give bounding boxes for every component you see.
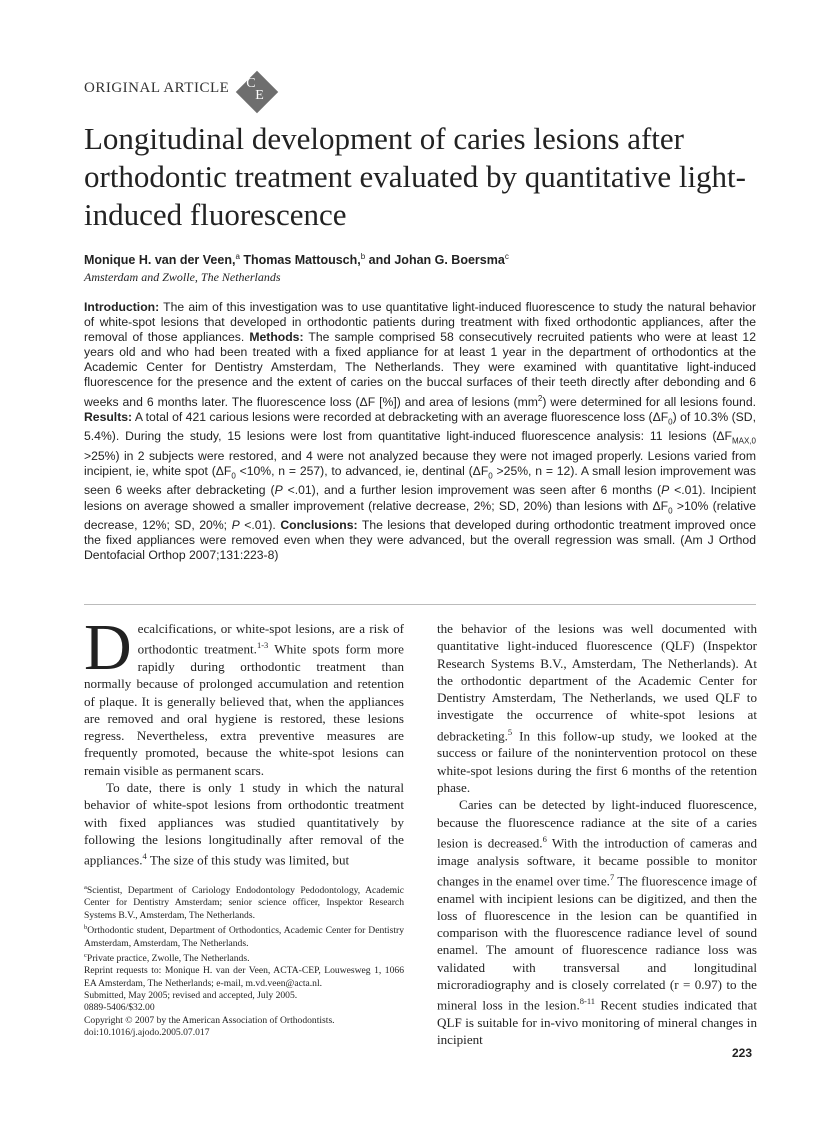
abstract-results-9: <.01). [239, 518, 281, 533]
abstract-results-7: <.01). Incipient lesions on average showed a smaller improvement (relative decrease, 2%; SD, 20%) than lesions with ΔF [84, 483, 756, 513]
ref-6: 6 [542, 833, 547, 844]
body-column-right [437, 620, 757, 1049]
ref-7: 7 [609, 871, 615, 882]
body-right-p1-a: the behavior of the lesions was well documented with quantitative light-induced fluorescence (QLF) (Inspektor Research Systems B.V., Amsterdam, The Netherlands). At the orthodontic department of the Academic Center for Dentistry Amsterdam, The Netherlands, we used QLF to investigate the occurrence of white-spot lesions at debracketing. [437, 621, 757, 744]
footnote-c-mark: c [84, 951, 87, 959]
abstract-conclusions-label: Conclusions: [280, 518, 358, 533]
abstract-results-1: A total of 421 carious lesions were recorded at debracketing with an average fluorescence loss (ΔF [132, 409, 669, 424]
footnote-b [84, 922, 404, 950]
abstract-conclusions: The lesions that developed during orthodontic treatment improved once the fixed appliances were removed even when they were advanced, but the overall regression was small. (Am J Orthod Dentofacial Orthop 2007;131:223-8) [84, 518, 756, 563]
abstract-results-2: ) of 10.3% (SD, 5.4%). During the study, 15 lesions were lost from quantitative light-induced fluorescence analysis: 11 lesions (ΔF [84, 409, 756, 444]
abstract-sub-0b: 0 [231, 471, 236, 481]
body-right-p1-b: In this follow-up study, we looked at the success or failure of the nonintervention protocol on these white-spot lesions during the first 6 months of the retention phase. [437, 728, 757, 796]
body-left-paragraph-1 [84, 611, 404, 779]
body-right-p2-d: Recent studies indicated that QLF is suitable for in-vivo monitoring of mineral changes in incipient [437, 997, 757, 1048]
abstract-results-5: >25%, n = 12). A small lesion improvement was seen 6 weeks after debracketing ( [84, 463, 756, 498]
body-left-p2-b: The size of this study was limited, but [146, 852, 350, 868]
footnote-a-mark: a [84, 884, 87, 891]
ce-badge-c: C [246, 76, 256, 91]
body-column-left [84, 611, 404, 869]
footnote-a-text: Scientist, Department of Cariology Endodontology Pedodontology, Academic Center for Dentistry Amsterdam; senior science officer, Inspektor Research Systems B.V., Amsterdam, The Netherlands. [84, 885, 404, 921]
doi: doi:10.1016/j.ajodo.2005.07.017 [84, 1026, 210, 1038]
article-header [84, 62, 279, 114]
ref-4: 4 [142, 851, 147, 862]
footnote-b-mark: b [84, 924, 88, 932]
author-1-mark: a [235, 252, 240, 261]
ce-badge-icon [235, 70, 279, 114]
abstract-sub-max: MAX,0 [731, 436, 756, 446]
article-title: Longitudinal development of caries lesions after orthodontic treatment evaluated by quantitative light-induced fluorescence [84, 121, 746, 232]
abstract-results-4: <10%, n = 257), to advanced, ie, dentinal (ΔF [235, 463, 489, 478]
abstract [84, 300, 756, 563]
author-affiliation: Amsterdam and Zwolle, The Netherlands [84, 270, 281, 284]
body-right-p2-b: With the introduction of cameras and image analysis software, it became possible to monitor changes in the enamel over time. [437, 835, 757, 889]
abstract-p-2: P [661, 483, 670, 498]
abstract-results-6: <.01), and a further lesion improvement was seen after 6 months ( [282, 483, 662, 498]
body-right-paragraph-1 [437, 620, 757, 796]
abstract-p-3: P [231, 518, 240, 533]
abstract-methods-sup: 2 [537, 393, 543, 403]
abstract-methods-2: ) were determined for all lesions found. [542, 394, 756, 409]
abstract-results-3: >25%) in 2 subjects were restored, and 4 were not analyzed because they were not imaged properly. Lesions varied from incipient, ie, white spot (ΔF [84, 448, 756, 478]
author-list [84, 252, 509, 267]
abstract-methods-1: The sample comprised 58 consecutively recruited patients who were at least 12 years old and who had been treated with a fixed appliance for at least 1 year in the department of orthodontics at the Academic Center for Dentistry Amsterdam, The Netherlands. They were examined with quantitative light-induced fluorescence for the presence and the extent of caries on the buccal surfaces of their teeth directly after debonding and 6 weeks and 6 months later. The fluorescence loss (ΔF [%]) and area of lesions (mm [84, 330, 756, 409]
abstract-sub-0c: 0 [488, 471, 493, 481]
footnote-b-text: Orthodontic student, Department of Orthodontics, Academic Center for Dentistry Amsterdam, Amsterdam, The Netherlands. [84, 925, 404, 949]
body-left-p1-a: ecalcifications, or white-spot lesions, are a risk of orthodontic treatment. [137, 621, 404, 657]
footnote-a [84, 882, 404, 922]
abstract-intro-label: Introduction: [84, 300, 160, 314]
copyright: Copyright © 2007 by the American Association of Orthodontists. [84, 1014, 335, 1026]
body-right-paragraph-2 [437, 796, 757, 1048]
drop-cap: D [84, 611, 132, 684]
abstract-results-label: Results: [84, 409, 133, 424]
footnotes [84, 882, 404, 1039]
footnote-c [84, 950, 404, 965]
body-left-paragraph-2 [84, 779, 404, 869]
abstract-sub-0d: 0 [668, 505, 673, 515]
section-divider [84, 604, 756, 605]
section-label: ORIGINAL ARTICLE [84, 79, 230, 96]
author-3: and Johan G. Boersma [365, 253, 505, 268]
author-1: Monique H. van der Veen, [84, 253, 236, 268]
author-2-mark: b [360, 252, 366, 261]
ref-8-11: 8-11 [579, 996, 595, 1007]
abstract-methods-label: Methods: [249, 330, 304, 345]
abstract-p-1: P [274, 483, 283, 498]
body-right-p2-a: Caries can be detected by light-induced fluorescence, because the fluorescence radiance at the site of a caries lesion is decreased. [437, 797, 757, 851]
footnote-c-text: Private practice, Zwolle, The Netherlands. [86, 953, 250, 965]
author-2: Thomas Mattousch, [239, 253, 361, 268]
ref-5: 5 [507, 726, 513, 737]
body-left-p2-a: To date, there is only 1 study in which the natural behavior of white-spot lesions from orthodontic treatment with fixed appliances was studied quantitatively by following the lesions longitudinally after removal of the appliances. [84, 780, 404, 868]
submission-dates: Submitted, May 2005; revised and accepted, July 2005. [84, 989, 298, 1001]
issn: 0889-5406/$32.00 [84, 1002, 155, 1014]
page-number: 223 [732, 1046, 753, 1060]
body-left-p1-b: White spots form more rapidly during orthodontic treatment than normally because of prolonged accumulation and retention of plaque. It is generally believed that, when the appliances are removed and oral hygiene is restored, these lesions regress. Nevertheless, extra preventive measures are frequently promoted, because the white-spot lesions can remain visible as permanent scars. [84, 641, 404, 778]
abstract-results-8: >10% (relative decrease, 12%; SD, 20%; [84, 498, 756, 533]
abstract-intro: The aim of this investigation was to use quantitative light-induced fluorescence to study the natural behavior of white-spot lesions that developed in orthodontic patients during treatment with fixed orthodontic appliances, after the removal of those appliances. [84, 300, 756, 345]
abstract-sub-0a: 0 [668, 417, 673, 427]
ce-badge-e: E [255, 88, 264, 103]
author-3-mark: c [504, 252, 509, 261]
ref-1-3: 1-3 [256, 640, 269, 651]
body-right-p2-c: The fluorescence image of enamel with incipient lesions can be digitized, and then the loss of fluorescence in the lesion can be quantified in comparison with the fluorescence radiance level of sound enamel. The amount of fluorescence radiance loss was validated with transversal and longitudinal microradiography and is closely correlated (r = 0.97) to the mineral loss in the lesion. [437, 873, 757, 1013]
reprint-requests: Reprint requests to: Monique H. van der Veen, ACTA-CEP, Louwesweg 1, 1066 EA Amsterdam, The Netherlands; e-mail, m.vd.veen@acta.nl. [84, 965, 404, 989]
